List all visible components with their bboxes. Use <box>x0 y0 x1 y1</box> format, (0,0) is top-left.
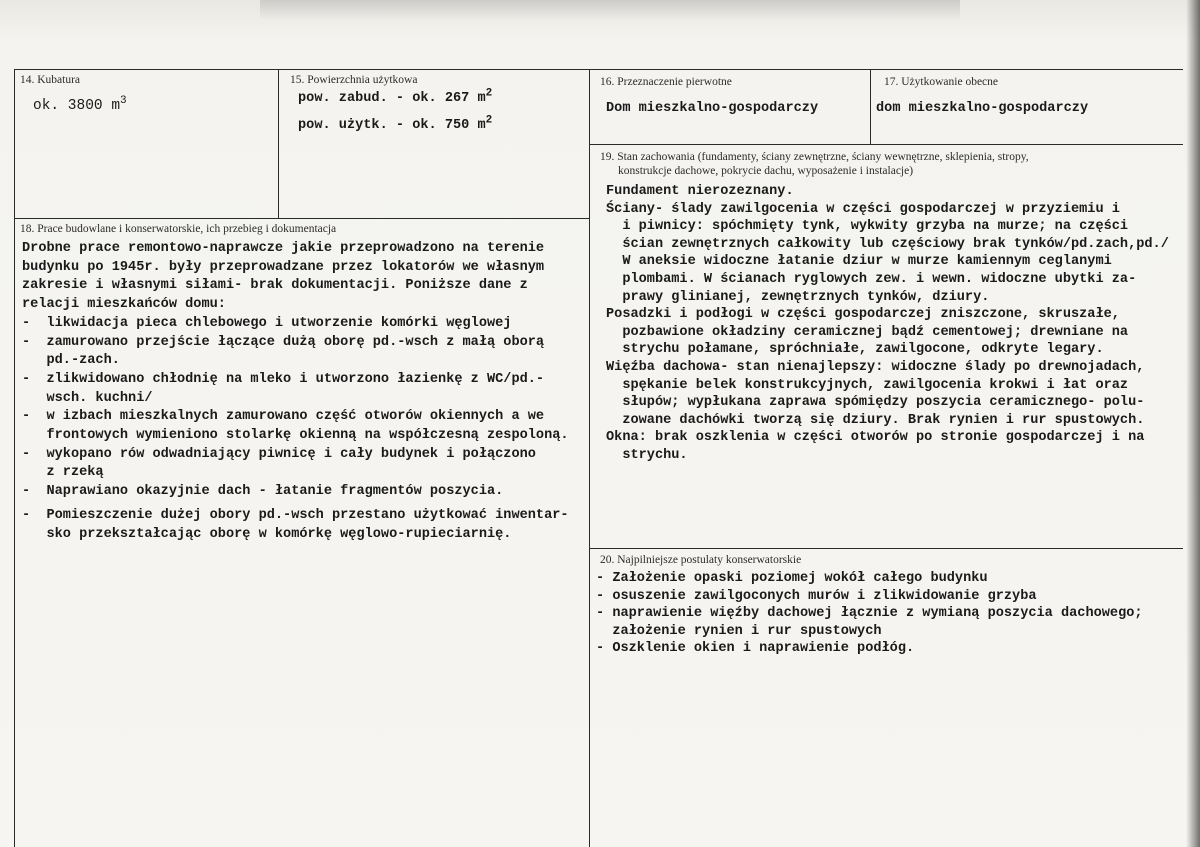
field-16-label: 16. Przeznaczenie pierwotne <box>600 76 732 88</box>
field-14-value: ok. 3800 $m^3$ <box>33 95 127 114</box>
field-20-label: 20. Najpilniejsze postulaty konserwatorskie <box>600 554 802 566</box>
f18-line: - Naprawiano okazyjnie dach - łatanie fragmentów poszycia. <box>22 484 504 500</box>
f18-line: - likwidacja pieca chlebowego i utworzenie komórki węglowej <box>22 315 512 331</box>
f20-line: - osuszenie zawilgoconych murów i zlikwidowanie grzyba <box>596 588 1037 604</box>
f18-line: zakresie i własnymi siłami- brak dokumentacji. Poniższe dane z <box>22 278 528 294</box>
scan-edge-shadow <box>1186 0 1200 847</box>
f19-line: ścian zewnętrznych całkowity lub częściowy brak tynków/pd.zach,pd./ <box>606 236 1169 252</box>
rule-col-16-17 <box>870 69 871 144</box>
rule-top <box>14 69 1183 70</box>
f18-line: - Pomieszczenie dużej obory pd.-wsch przestano użytkować inwentar- <box>22 507 569 523</box>
f19-line: Posadzki i podłogi w części gospodarczej zniszczone, skruszałe, <box>606 307 1120 323</box>
field-18-label: 18. Prace budowlane i konserwatorskie, ich przebieg i dokumentacja <box>20 223 337 235</box>
field-17-value: dom mieszkalno-gospodarczy <box>876 101 1089 116</box>
field-17-label: 17. Użytkowanie obecne <box>884 76 999 88</box>
f19-line: W aneksie widoczne łatanie dziur w murze kamiennym ceglanymi <box>606 254 1112 270</box>
field-19-label-line-1: 19. Stan zachowania (fundamenty, ściany zewnętrzne, ściany wewnętrzne, sklepienia, stropy, <box>600 151 1029 163</box>
f18-line: - zlikwidowano chłodnię na mleko i utworzono łazienkę z WC/pd.- <box>22 371 545 387</box>
f19-line: pozbawione okładziny ceramicznej bądź cementowej; drewniane na <box>606 324 1129 340</box>
f19-line: Fundament nierozeznany. <box>606 184 794 199</box>
f20-line: - Oszklenie okien i naprawienie podłóg. <box>596 641 915 656</box>
rule-right-lower <box>589 548 1183 549</box>
f19-line: Okna: brak oszklenia w części otworów po stronie gospodarczej i na <box>606 430 1145 446</box>
field-15-line-1: pow. zabud. - ok. 267 $m^2$ <box>298 87 493 106</box>
f19-line: plombami. W ścianach ryglowych zew. i wewn. widoczne ubytki za- <box>606 272 1137 287</box>
f19-line: i piwnicy: spóchmięty tynk, wykwity grzyba na murze; na części <box>606 219 1129 235</box>
f19-line: prawy glinianej, zewnętrznych tynków, dziury. <box>606 289 990 305</box>
f20-line: - Założenie opaski poziomej wokół całego budynku <box>596 571 988 586</box>
rule-col-14-15 <box>278 69 279 218</box>
f18-line: pd.-zach. <box>22 353 120 369</box>
field-15-line-2: pow. użytk. - ok. 750 $m^2$ <box>298 114 493 133</box>
f19-line: strychu. <box>606 448 688 463</box>
f18-line: frontowych wymieniono stolarkę okienną na współczesną zespoloną. <box>22 428 569 443</box>
f18-line: Drobne prace remontowo-naprawcze jakie przeprowadzono na terenie <box>22 241 545 256</box>
f19-line: Ściany- ślady zawilgocenia w części gospodarczej w przyziemiu i <box>606 201 1120 217</box>
f19-line: Więźba dachowa- stan nienajlepszy: widoczne ślady po drewnojadach, <box>606 360 1145 375</box>
rule-left-edge <box>14 69 15 847</box>
f19-line: spękanie belek konstrukcyjnych, zawilgocenia krokwi i łat oraz <box>606 377 1129 393</box>
f19-line: słupów; wypłukana zaprawa spómiędzy poszycia ceramicznego- polu- <box>606 395 1145 411</box>
f18-line: z rzeką <box>22 465 104 481</box>
field-14-label: 14. Kubatura <box>20 74 81 86</box>
rule-left-mid <box>14 218 589 219</box>
field-15-label: 15. Powierzchnia użytkowa <box>290 74 418 86</box>
rule-right-upper <box>589 144 1183 145</box>
f18-line: - zamurowano przejście łączące dużą oborę pd.-wsch z małą oborą <box>22 334 545 350</box>
f18-line: wsch. kuchni/ <box>22 390 153 406</box>
f18-line: - w izbach mieszkalnych zamurowano część otworów okiennych a we <box>22 409 545 425</box>
f18-line: - wykopano rów odwadniający piwnicę i cały budynek i połączono <box>22 446 536 462</box>
f18-line: budynku po 1945r. były przeprowadzane przez lokatorów we własnym <box>22 259 545 275</box>
f20-line: założenie rynien i rur spustowych <box>596 623 882 639</box>
f19-line: zowane dachówki tworzą się dziury. Brak rynien i rur spustowych. <box>606 412 1145 428</box>
f19-line: strychu połamane, spróchniałe, zawilgocone, odkryte legary. <box>606 342 1104 358</box>
f18-line: sko przekształcając oborę w komórkę węglowo-rupieciarnię. <box>22 526 512 542</box>
scan-smudge <box>260 0 960 20</box>
rule-center <box>589 69 590 847</box>
field-16-value: Dom mieszkalno-gospodarczy <box>606 101 819 116</box>
f20-line: - naprawienie więźby dachowej łącznie z wymianą poszycia dachowego; <box>596 606 1143 621</box>
field-19-label-line-2: konstrukcje dachowe, pokrycie dachu, wyposażenie i instalacje) <box>618 165 914 177</box>
f18-line: relacji mieszkańców domu: <box>22 297 226 313</box>
